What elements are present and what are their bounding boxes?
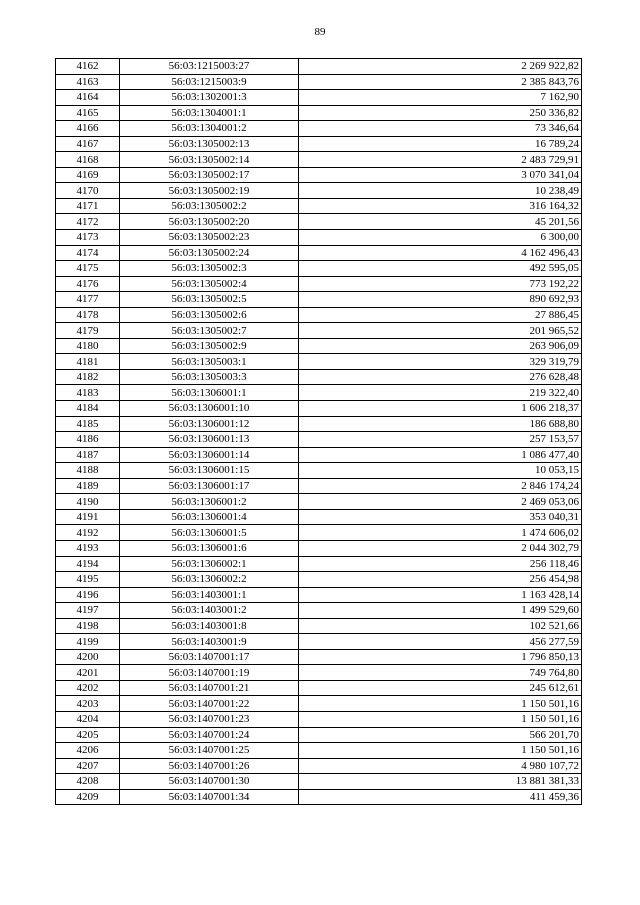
row-number-cell: 4205 — [56, 727, 120, 743]
cadastral-value-cell: 7 162,90 — [299, 90, 582, 106]
cadastral-number-cell: 56:03:1407001:21 — [120, 680, 299, 696]
table-row — [56, 183, 582, 199]
table-row — [56, 401, 582, 417]
row-number-cell: 4166 — [56, 121, 120, 137]
cadastral-value-cell: 2 846 174,24 — [299, 478, 582, 494]
cadastral-value-cell: 4 980 107,72 — [299, 758, 582, 774]
row-number-cell: 4208 — [56, 774, 120, 790]
row-number-cell: 4209 — [56, 789, 120, 805]
row-number-cell: 4195 — [56, 572, 120, 588]
row-number-cell: 4178 — [56, 307, 120, 323]
row-number-cell: 4174 — [56, 245, 120, 261]
cadastral-value-cell: 250 336,82 — [299, 105, 582, 121]
cadastral-number-cell: 56:03:1306001:13 — [120, 432, 299, 448]
table-row — [56, 774, 582, 790]
cadastral-value-cell: 1 796 850,13 — [299, 649, 582, 665]
row-number-cell: 4199 — [56, 634, 120, 650]
cadastral-value-cell: 276 628,48 — [299, 369, 582, 385]
cadastral-number-cell: 56:03:1407001:19 — [120, 665, 299, 681]
table-row — [56, 478, 582, 494]
table-body — [56, 59, 582, 805]
table-row — [56, 696, 582, 712]
cadastral-value-cell: 2 483 729,91 — [299, 152, 582, 168]
table-row — [56, 105, 582, 121]
table-row — [56, 385, 582, 401]
cadastral-number-cell: 56:03:1306001:5 — [120, 525, 299, 541]
cadastral-value-cell: 73 346,64 — [299, 121, 582, 137]
row-number-cell: 4165 — [56, 105, 120, 121]
table-row — [56, 572, 582, 588]
cadastral-value-cell: 1 150 501,16 — [299, 711, 582, 727]
cadastral-number-cell: 56:03:1304001:1 — [120, 105, 299, 121]
table-row — [56, 634, 582, 650]
cadastral-value-cell: 2 469 053,06 — [299, 494, 582, 510]
table-row — [56, 152, 582, 168]
cadastral-value-cell: 316 164,32 — [299, 198, 582, 214]
row-number-cell: 4164 — [56, 90, 120, 106]
cadastral-value-cell: 2 269 922,82 — [299, 59, 582, 75]
cadastral-value-cell: 10 053,15 — [299, 463, 582, 479]
cadastral-number-cell: 56:03:1305002:23 — [120, 230, 299, 246]
cadastral-number-cell: 56:03:1306001:17 — [120, 478, 299, 494]
cadastral-value-cell: 245 612,61 — [299, 680, 582, 696]
row-number-cell: 4168 — [56, 152, 120, 168]
cadastral-number-cell: 56:03:1215003:27 — [120, 59, 299, 75]
cadastral-value-cell: 256 118,46 — [299, 556, 582, 572]
cadastral-value-cell: 186 688,80 — [299, 416, 582, 432]
cadastral-number-cell: 56:03:1306002:1 — [120, 556, 299, 572]
cadastral-number-cell: 56:03:1306001:2 — [120, 494, 299, 510]
table-row — [56, 323, 582, 339]
table-row — [56, 74, 582, 90]
cadastral-value-cell: 353 040,31 — [299, 509, 582, 525]
cadastral-number-cell: 56:03:1305002:4 — [120, 276, 299, 292]
cadastral-number-cell: 56:03:1407001:30 — [120, 774, 299, 790]
cadastral-value-cell: 492 595,05 — [299, 261, 582, 277]
row-number-cell: 4184 — [56, 401, 120, 417]
table-row — [56, 167, 582, 183]
table-row — [56, 354, 582, 370]
row-number-cell: 4185 — [56, 416, 120, 432]
cadastral-number-cell: 56:03:1305002:3 — [120, 261, 299, 277]
cadastral-value-cell: 411 459,36 — [299, 789, 582, 805]
row-number-cell: 4204 — [56, 711, 120, 727]
row-number-cell: 4177 — [56, 292, 120, 308]
cadastral-number-cell: 56:03:1403001:1 — [120, 587, 299, 603]
cadastral-value-cell: 201 965,52 — [299, 323, 582, 339]
row-number-cell: 4200 — [56, 649, 120, 665]
cadastral-number-cell: 56:03:1305002:7 — [120, 323, 299, 339]
table-row — [56, 603, 582, 619]
cadastral-number-cell: 56:03:1306001:15 — [120, 463, 299, 479]
cadastral-value-cell: 2 385 843,76 — [299, 74, 582, 90]
row-number-cell: 4187 — [56, 447, 120, 463]
cadastral-number-cell: 56:03:1305003:3 — [120, 369, 299, 385]
table-row — [56, 556, 582, 572]
table-row — [56, 758, 582, 774]
cadastral-number-cell: 56:03:1305002:20 — [120, 214, 299, 230]
table-row — [56, 727, 582, 743]
row-number-cell: 4201 — [56, 665, 120, 681]
cadastral-number-cell: 56:03:1306002:2 — [120, 572, 299, 588]
row-number-cell: 4189 — [56, 478, 120, 494]
cadastral-number-cell: 56:03:1305002:5 — [120, 292, 299, 308]
cadastral-number-cell: 56:03:1306001:12 — [120, 416, 299, 432]
cadastral-number-cell: 56:03:1305002:2 — [120, 198, 299, 214]
cadastral-value-cell: 1 474 606,02 — [299, 525, 582, 541]
row-number-cell: 4206 — [56, 743, 120, 759]
table-row — [56, 369, 582, 385]
cadastral-value-cell: 10 238,49 — [299, 183, 582, 199]
cadastral-value-cell: 329 319,79 — [299, 354, 582, 370]
row-number-cell: 4198 — [56, 618, 120, 634]
cadastral-number-cell: 56:03:1407001:17 — [120, 649, 299, 665]
table-row — [56, 214, 582, 230]
table-row — [56, 711, 582, 727]
cadastral-number-cell: 56:03:1403001:8 — [120, 618, 299, 634]
cadastral-number-cell: 56:03:1305002:13 — [120, 136, 299, 152]
page-number: 89 — [314, 26, 326, 38]
cadastral-value-cell: 1 086 477,40 — [299, 447, 582, 463]
cadastral-value-cell: 3 070 341,04 — [299, 167, 582, 183]
cadastral-value-cell: 27 886,45 — [299, 307, 582, 323]
row-number-cell: 4197 — [56, 603, 120, 619]
row-number-cell: 4170 — [56, 183, 120, 199]
table-row — [56, 292, 582, 308]
cadastral-number-cell: 56:03:1403001:2 — [120, 603, 299, 619]
row-number-cell: 4182 — [56, 369, 120, 385]
table-row — [56, 618, 582, 634]
cadastral-value-cell: 1 163 428,14 — [299, 587, 582, 603]
table-row — [56, 665, 582, 681]
cadastral-number-cell: 56:03:1305002:24 — [120, 245, 299, 261]
table-row — [56, 447, 582, 463]
table-row — [56, 136, 582, 152]
table-row — [56, 121, 582, 137]
row-number-cell: 4207 — [56, 758, 120, 774]
table-row — [56, 338, 582, 354]
table-row — [56, 743, 582, 759]
row-number-cell: 4162 — [56, 59, 120, 75]
cadastral-number-cell: 56:03:1305002:6 — [120, 307, 299, 323]
row-number-cell: 4176 — [56, 276, 120, 292]
cadastral-number-cell: 56:03:1407001:23 — [120, 711, 299, 727]
row-number-cell: 4171 — [56, 198, 120, 214]
table-row — [56, 198, 582, 214]
row-number-cell: 4190 — [56, 494, 120, 510]
cadastral-value-cell: 13 881 381,33 — [299, 774, 582, 790]
table-row — [56, 540, 582, 556]
cadastral-number-cell: 56:03:1407001:25 — [120, 743, 299, 759]
row-number-cell: 4203 — [56, 696, 120, 712]
table-row — [56, 416, 582, 432]
table-row — [56, 307, 582, 323]
row-number-cell: 4202 — [56, 680, 120, 696]
cadastral-number-cell: 56:03:1407001:24 — [120, 727, 299, 743]
cadastral-number-cell: 56:03:1305002:17 — [120, 167, 299, 183]
cadastral-value-cell: 256 454,98 — [299, 572, 582, 588]
row-number-cell: 4196 — [56, 587, 120, 603]
cadastral-value-cell: 6 300,00 — [299, 230, 582, 246]
cadastral-value-cell: 263 906,09 — [299, 338, 582, 354]
cadastral-number-cell: 56:03:1306001:14 — [120, 447, 299, 463]
row-number-cell: 4175 — [56, 261, 120, 277]
cadastral-value-cell: 566 201,70 — [299, 727, 582, 743]
table-row — [56, 261, 582, 277]
row-number-cell: 4163 — [56, 74, 120, 90]
row-number-cell: 4181 — [56, 354, 120, 370]
table-row — [56, 525, 582, 541]
table-row — [56, 432, 582, 448]
cadastral-value-cell: 219 322,40 — [299, 385, 582, 401]
table-row — [56, 680, 582, 696]
cadastral-number-cell: 56:03:1305003:1 — [120, 354, 299, 370]
cadastral-number-cell: 56:03:1403001:9 — [120, 634, 299, 650]
cadastral-value-cell: 773 192,22 — [299, 276, 582, 292]
cadastral-value-cell: 456 277,59 — [299, 634, 582, 650]
table-row — [56, 509, 582, 525]
table-row — [56, 463, 582, 479]
table-row — [56, 90, 582, 106]
row-number-cell: 4186 — [56, 432, 120, 448]
table-row — [56, 789, 582, 805]
table-row — [56, 59, 582, 75]
row-number-cell: 4167 — [56, 136, 120, 152]
table-row — [56, 276, 582, 292]
table-row — [56, 494, 582, 510]
cadastral-number-cell: 56:03:1302001:3 — [120, 90, 299, 106]
table-row — [56, 245, 582, 261]
row-number-cell: 4193 — [56, 540, 120, 556]
cadastral-value-cell: 45 201,56 — [299, 214, 582, 230]
row-number-cell: 4194 — [56, 556, 120, 572]
cadastral-value-cell: 890 692,93 — [299, 292, 582, 308]
cadastral-value-cell: 1 499 529,60 — [299, 603, 582, 619]
cadastral-value-cell: 1 150 501,16 — [299, 743, 582, 759]
cadastral-value-cell: 4 162 496,43 — [299, 245, 582, 261]
cadastral-number-cell: 56:03:1407001:34 — [120, 789, 299, 805]
cadastral-value-cell: 257 153,57 — [299, 432, 582, 448]
row-number-cell: 4191 — [56, 509, 120, 525]
row-number-cell: 4192 — [56, 525, 120, 541]
cadastral-number-cell: 56:03:1305002:14 — [120, 152, 299, 168]
cadastral-number-cell: 56:03:1306001:6 — [120, 540, 299, 556]
row-number-cell: 4172 — [56, 214, 120, 230]
row-number-cell: 4180 — [56, 338, 120, 354]
cadastral-number-cell: 56:03:1304001:2 — [120, 121, 299, 137]
cadastral-value-cell: 1 606 218,37 — [299, 401, 582, 417]
cadastral-value-cell: 16 789,24 — [299, 136, 582, 152]
cadastral-value-table — [55, 58, 582, 805]
cadastral-number-cell: 56:03:1407001:22 — [120, 696, 299, 712]
row-number-cell: 4183 — [56, 385, 120, 401]
cadastral-value-cell: 749 764,80 — [299, 665, 582, 681]
cadastral-number-cell: 56:03:1305002:9 — [120, 338, 299, 354]
row-number-cell: 4169 — [56, 167, 120, 183]
row-number-cell: 4188 — [56, 463, 120, 479]
table-row — [56, 587, 582, 603]
row-number-cell: 4179 — [56, 323, 120, 339]
cadastral-value-cell: 102 521,66 — [299, 618, 582, 634]
cadastral-number-cell: 56:03:1305002:19 — [120, 183, 299, 199]
cadastral-value-cell: 1 150 501,16 — [299, 696, 582, 712]
cadastral-number-cell: 56:03:1407001:26 — [120, 758, 299, 774]
cadastral-number-cell: 56:03:1306001:10 — [120, 401, 299, 417]
cadastral-value-cell: 2 044 302,79 — [299, 540, 582, 556]
cadastral-number-cell: 56:03:1215003:9 — [120, 74, 299, 90]
row-number-cell: 4173 — [56, 230, 120, 246]
cadastral-number-cell: 56:03:1306001:1 — [120, 385, 299, 401]
table-row — [56, 230, 582, 246]
table-row — [56, 649, 582, 665]
cadastral-number-cell: 56:03:1306001:4 — [120, 509, 299, 525]
